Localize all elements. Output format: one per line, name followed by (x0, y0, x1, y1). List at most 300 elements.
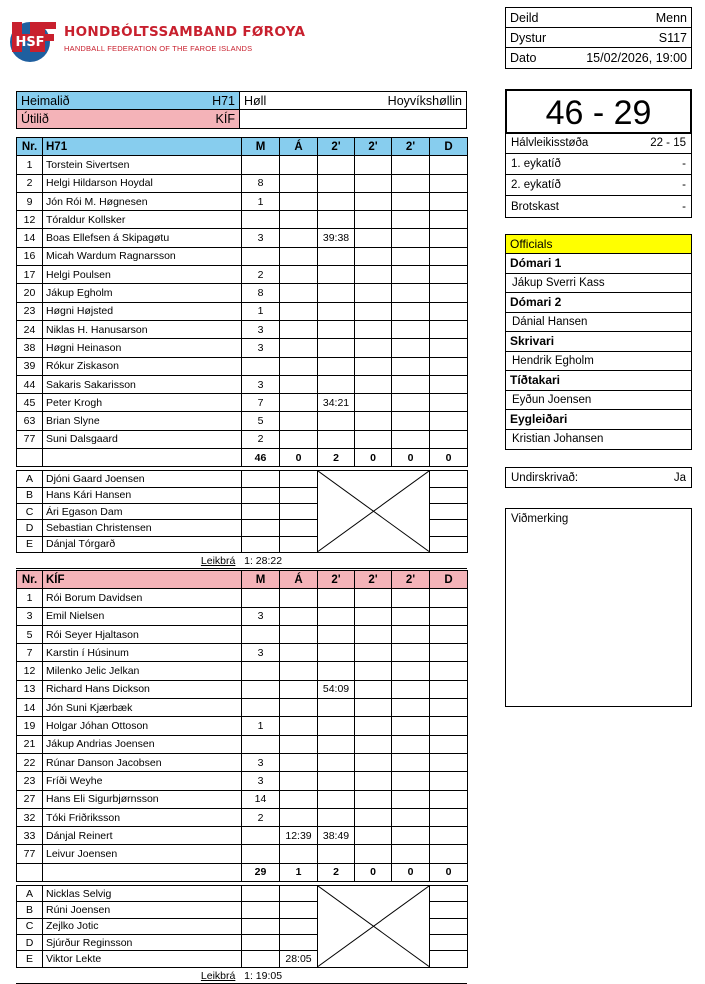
player-goals: 3 (242, 772, 280, 790)
player-suspension-2 (355, 229, 392, 247)
player-suspension-1 (318, 607, 355, 625)
player-row (17, 229, 468, 247)
away-timeout: Leikbrá 1: 19:05 (16, 969, 467, 984)
player-disqualification (430, 772, 468, 790)
player-number: 32 (17, 808, 43, 826)
player-number: 12 (17, 211, 43, 229)
team-official-name: Djóni Gaard Joensen (43, 471, 242, 487)
official-letter: D (17, 520, 43, 536)
player-name: Suni Dalsgaard (43, 430, 242, 448)
total-suspension-3: 0 (392, 863, 430, 881)
player-row (17, 662, 468, 680)
player-name: Fríði Weyhe (43, 772, 242, 790)
player-suspension-1 (318, 717, 355, 735)
player-suspension-1: 38:49 (318, 827, 355, 845)
total-suspension-3: 0 (392, 449, 430, 467)
player-name: Helgi Hildarson Hoydal (43, 174, 242, 192)
official-role: Eygleiðari (506, 410, 691, 430)
player-row (17, 302, 468, 320)
player-number: 1 (17, 589, 43, 607)
player-row (17, 266, 468, 284)
official-warning (280, 487, 318, 503)
total-warnings: 0 (280, 449, 318, 467)
player-suspension-2 (355, 192, 392, 210)
player-row (17, 375, 468, 393)
player-number: 63 (17, 412, 43, 430)
player-suspension-1 (318, 302, 355, 320)
player-number: 2 (17, 174, 43, 192)
player-suspension-1 (318, 845, 355, 863)
player-goals (242, 211, 280, 229)
total-suspension-1: 2 (318, 449, 355, 467)
player-name: Milenko Jelic Jelkan (43, 662, 242, 680)
player-disqualification (430, 156, 468, 174)
player-disqualification (430, 284, 468, 302)
player-suspension-1: 54:09 (318, 680, 355, 698)
team-official-name: Sebastian Christensen (43, 520, 242, 536)
official-letter: D (17, 934, 43, 950)
player-row (17, 753, 468, 771)
official-warning (280, 503, 318, 519)
player-suspension-1 (318, 339, 355, 357)
player-goals: 3 (242, 229, 280, 247)
col-suspension-1: 2' (318, 138, 355, 156)
team-name-header: KÍF (43, 571, 242, 589)
player-disqualification (430, 808, 468, 826)
player-goals (242, 247, 280, 265)
player-disqualification (430, 662, 468, 680)
player-name: Rúnar Danson Jacobsen (43, 753, 242, 771)
player-number: 27 (17, 790, 43, 808)
player-suspension-1 (318, 662, 355, 680)
player-warning (280, 699, 318, 717)
official-role: Dómari 2 (506, 293, 691, 313)
player-disqualification (430, 412, 468, 430)
player-goals: 2 (242, 808, 280, 826)
player-number: 17 (17, 266, 43, 284)
total-warnings: 1 (280, 863, 318, 881)
player-suspension-2 (355, 680, 392, 698)
player-goals: 2 (242, 266, 280, 284)
player-suspension-1 (318, 320, 355, 338)
player-number: 77 (17, 430, 43, 448)
officials-header: Officials (506, 235, 691, 254)
official-letter: E (17, 951, 43, 967)
player-suspension-2 (355, 302, 392, 320)
col-goals: M (242, 571, 280, 589)
player-number: 38 (17, 339, 43, 357)
col-warning: Á (280, 571, 318, 589)
table-header-row (17, 571, 468, 589)
col-nr: Nr. (17, 138, 43, 156)
player-suspension-2 (355, 394, 392, 412)
player-warning (280, 772, 318, 790)
player-warning (280, 845, 318, 863)
info-row-match: Dystur S117 (506, 28, 691, 48)
official-warning (280, 520, 318, 536)
player-name: Tóraldur Kollsker (43, 211, 242, 229)
team-official-name: Ári Egason Dam (43, 503, 242, 519)
player-name: Torstein Sivertsen (43, 156, 242, 174)
player-goals (242, 589, 280, 607)
match-info (505, 7, 692, 69)
player-goals (242, 699, 280, 717)
player-name: Sakaris Sakarisson (43, 375, 242, 393)
col-disqualification: D (430, 571, 468, 589)
official-letter: A (17, 471, 43, 487)
official-letter: A (17, 886, 43, 902)
player-disqualification (430, 339, 468, 357)
player-goals: 1 (242, 302, 280, 320)
player-warning (280, 753, 318, 771)
player-name: Hans Eli Sigurbjørnsson (43, 790, 242, 808)
player-warning (280, 680, 318, 698)
totals-row (17, 863, 468, 881)
player-row (17, 717, 468, 735)
total-goals: 46 (242, 449, 280, 467)
player-name: Tóki Friðriksson (43, 808, 242, 826)
player-row (17, 357, 468, 375)
player-name: Micah Wardum Ragnarsson (43, 247, 242, 265)
player-suspension-1 (318, 174, 355, 192)
total-suspension-2: 0 (355, 449, 392, 467)
player-suspension-1 (318, 375, 355, 393)
player-disqualification (430, 320, 468, 338)
player-number: 14 (17, 229, 43, 247)
player-suspension-3 (392, 589, 430, 607)
player-suspension-3 (392, 607, 430, 625)
player-goals: 3 (242, 644, 280, 662)
player-warning (280, 717, 318, 735)
player-suspension-3 (392, 680, 430, 698)
col-goals: M (242, 138, 280, 156)
player-suspension-2 (355, 662, 392, 680)
player-warning (280, 211, 318, 229)
player-row (17, 174, 468, 192)
player-warning (280, 394, 318, 412)
remark-box (505, 508, 692, 707)
player-goals: 3 (242, 320, 280, 338)
player-number: 77 (17, 845, 43, 863)
home-team-cell: Heimalið H71 (16, 91, 240, 110)
player-name: Holgar Jóhan Ottoson (43, 717, 242, 735)
home-timeout: Leikbrá 1: 28:22 (16, 554, 467, 569)
player-goals: 5 (242, 412, 280, 430)
col-suspension-1: 2' (318, 571, 355, 589)
player-warning: 12:39 (280, 827, 318, 845)
player-goals (242, 156, 280, 174)
player-suspension-3 (392, 430, 430, 448)
player-warning (280, 357, 318, 375)
player-name: Jón Suni Kjærbæk (43, 699, 242, 717)
player-disqualification (430, 827, 468, 845)
player-suspension-2 (355, 284, 392, 302)
player-suspension-1 (318, 644, 355, 662)
player-disqualification (430, 699, 468, 717)
signed-row: Undirskrivað: Ja (505, 467, 692, 488)
player-row (17, 211, 468, 229)
player-row (17, 680, 468, 698)
player-goals (242, 625, 280, 643)
player-suspension-3 (392, 357, 430, 375)
player-suspension-2 (355, 357, 392, 375)
official-letter: B (17, 487, 43, 503)
player-goals: 1 (242, 192, 280, 210)
player-suspension-1: 39:38 (318, 229, 355, 247)
official-warning (280, 934, 318, 950)
player-suspension-2 (355, 156, 392, 174)
player-suspension-2 (355, 320, 392, 338)
player-suspension-2 (355, 247, 392, 265)
player-goals (242, 735, 280, 753)
player-suspension-2 (355, 699, 392, 717)
player-warning (280, 412, 318, 430)
player-suspension-1 (318, 625, 355, 643)
official-warning: 28:05 (280, 951, 318, 967)
player-name: Jákup Andrias Joensen (43, 735, 242, 753)
col-suspension-2: 2' (355, 571, 392, 589)
player-name: Emil Nielsen (43, 607, 242, 625)
crossed-out-icon (318, 886, 429, 966)
team-official-name: Dánjal Tórgarð (43, 536, 242, 552)
player-suspension-3 (392, 772, 430, 790)
total-disqualification: 0 (430, 863, 468, 881)
player-suspension-3 (392, 662, 430, 680)
player-suspension-2 (355, 266, 392, 284)
penalty-shootout-row: Brotskast - (511, 200, 686, 213)
team-official-name: Viktor Lekte (43, 951, 242, 967)
player-suspension-3 (392, 808, 430, 826)
player-number: 44 (17, 375, 43, 393)
player-row (17, 735, 468, 753)
player-goals: 14 (242, 790, 280, 808)
player-number: 19 (17, 717, 43, 735)
player-goals (242, 827, 280, 845)
team-official-name: Rúni Joensen (43, 902, 242, 918)
player-suspension-1: 34:21 (318, 394, 355, 412)
player-row (17, 845, 468, 863)
total-suspension-2: 0 (355, 863, 392, 881)
player-name: Rói Seyer Hjaltason (43, 625, 242, 643)
player-row (17, 808, 468, 826)
player-goals: 8 (242, 174, 280, 192)
official-warning (280, 902, 318, 918)
player-goals: 8 (242, 284, 280, 302)
player-warning (280, 339, 318, 357)
team-official-row (17, 886, 468, 902)
player-disqualification (430, 394, 468, 412)
official-name: Hendrik Egholm (506, 352, 691, 372)
player-suspension-3 (392, 394, 430, 412)
player-number: 12 (17, 662, 43, 680)
player-warning (280, 266, 318, 284)
player-disqualification (430, 644, 468, 662)
player-disqualification (430, 247, 468, 265)
player-suspension-3 (392, 192, 430, 210)
player-suspension-1 (318, 412, 355, 430)
player-suspension-3 (392, 174, 430, 192)
col-suspension-2: 2' (355, 138, 392, 156)
player-name: Boas Ellefsen á Skipagøtu (43, 229, 242, 247)
player-warning (280, 375, 318, 393)
player-number: 24 (17, 320, 43, 338)
player-name: Rói Borum Davidsen (43, 589, 242, 607)
player-disqualification (430, 790, 468, 808)
player-row (17, 156, 468, 174)
total-goals: 29 (242, 863, 280, 881)
home-players-table (16, 137, 468, 553)
col-disqualification: D (430, 138, 468, 156)
player-suspension-3 (392, 229, 430, 247)
official-role: Dómari 1 (506, 254, 691, 274)
team-official-name: Zejlko Jotic (43, 918, 242, 934)
info-row-date: Dato 15/02/2026, 19:00 (510, 51, 687, 65)
player-suspension-1 (318, 284, 355, 302)
player-number: 21 (17, 735, 43, 753)
team-name-header: H71 (43, 138, 242, 156)
venue-empty-cell (240, 110, 467, 129)
player-number: 9 (17, 192, 43, 210)
player-suspension-2 (355, 430, 392, 448)
player-suspension-1 (318, 192, 355, 210)
player-row (17, 790, 468, 808)
player-suspension-1 (318, 772, 355, 790)
logo-letters: HSF (15, 35, 45, 50)
venue-cell: Høll Hoyvíkshøllin (240, 91, 467, 110)
player-name: Niklas H. Hanusarson (43, 320, 242, 338)
player-row (17, 644, 468, 662)
player-suspension-3 (392, 699, 430, 717)
team-official-name: Sjúrður Reginsson (43, 934, 242, 950)
player-disqualification (430, 607, 468, 625)
player-disqualification (430, 174, 468, 192)
player-warning (280, 284, 318, 302)
player-number: 7 (17, 644, 43, 662)
player-suspension-1 (318, 357, 355, 375)
player-suspension-1 (318, 589, 355, 607)
player-warning (280, 808, 318, 826)
player-disqualification (430, 266, 468, 284)
player-name: Leivur Joensen (43, 845, 242, 863)
player-number: 23 (17, 772, 43, 790)
player-warning (280, 644, 318, 662)
player-warning (280, 229, 318, 247)
official-letter: C (17, 503, 43, 519)
away-players-table (16, 570, 468, 968)
player-warning (280, 790, 318, 808)
player-suspension-3 (392, 845, 430, 863)
player-disqualification (430, 753, 468, 771)
player-disqualification (430, 845, 468, 863)
player-suspension-3 (392, 827, 430, 845)
player-suspension-3 (392, 339, 430, 357)
player-row (17, 284, 468, 302)
player-number: 22 (17, 753, 43, 771)
player-suspension-2 (355, 589, 392, 607)
player-suspension-2 (355, 845, 392, 863)
player-name: Dánjal Reinert (43, 827, 242, 845)
player-suspension-2 (355, 412, 392, 430)
player-goals: 2 (242, 430, 280, 448)
player-row (17, 412, 468, 430)
player-disqualification (430, 717, 468, 735)
player-warning (280, 589, 318, 607)
player-row (17, 699, 468, 717)
player-row (17, 607, 468, 625)
player-suspension-3 (392, 302, 430, 320)
player-number: 16 (17, 247, 43, 265)
player-number: 23 (17, 302, 43, 320)
player-suspension-2 (355, 375, 392, 393)
player-suspension-3 (392, 735, 430, 753)
player-suspension-2 (355, 625, 392, 643)
player-suspension-2 (355, 717, 392, 735)
brand-name: HONDBÓLTSSAMBAND FØROYA (64, 24, 306, 40)
player-suspension-2 (355, 753, 392, 771)
player-warning (280, 625, 318, 643)
player-name: Høgni Heinason (43, 339, 242, 357)
col-suspension-3: 2' (392, 138, 430, 156)
player-suspension-1 (318, 430, 355, 448)
crossed-out-icon (318, 471, 429, 551)
player-suspension-3 (392, 717, 430, 735)
player-warning (280, 735, 318, 753)
total-disqualification: 0 (430, 449, 468, 467)
player-suspension-1 (318, 735, 355, 753)
player-number: 13 (17, 680, 43, 698)
player-goals: 1 (242, 717, 280, 735)
player-number: 20 (17, 284, 43, 302)
player-goals: 3 (242, 607, 280, 625)
player-disqualification (430, 357, 468, 375)
player-suspension-1 (318, 753, 355, 771)
player-suspension-1 (318, 156, 355, 174)
player-goals (242, 357, 280, 375)
official-role: Skrivari (506, 332, 691, 352)
player-goals (242, 680, 280, 698)
player-warning (280, 662, 318, 680)
col-warning: Á (280, 138, 318, 156)
player-suspension-1 (318, 808, 355, 826)
player-suspension-2 (355, 772, 392, 790)
player-goals: 3 (242, 753, 280, 771)
player-disqualification (430, 302, 468, 320)
player-disqualification (430, 735, 468, 753)
player-suspension-1 (318, 266, 355, 284)
player-suspension-2 (355, 790, 392, 808)
player-number: 45 (17, 394, 43, 412)
player-suspension-3 (392, 644, 430, 662)
player-warning (280, 247, 318, 265)
remark-label: Viðmerking (511, 513, 569, 525)
col-suspension-3: 2' (392, 571, 430, 589)
team-official-row (17, 471, 468, 487)
player-row (17, 827, 468, 845)
player-name: Jákup Egholm (43, 284, 242, 302)
player-disqualification (430, 192, 468, 210)
team-official-name: Nicklas Selvig (43, 886, 242, 902)
player-suspension-3 (392, 790, 430, 808)
player-suspension-3 (392, 753, 430, 771)
totals-row (17, 449, 468, 467)
player-number: 5 (17, 625, 43, 643)
official-name: Kristian Johansen (512, 432, 604, 445)
official-name: Dánial Hansen (506, 313, 691, 333)
player-suspension-1 (318, 247, 355, 265)
teams-header (16, 91, 467, 129)
player-disqualification (430, 589, 468, 607)
player-row (17, 247, 468, 265)
